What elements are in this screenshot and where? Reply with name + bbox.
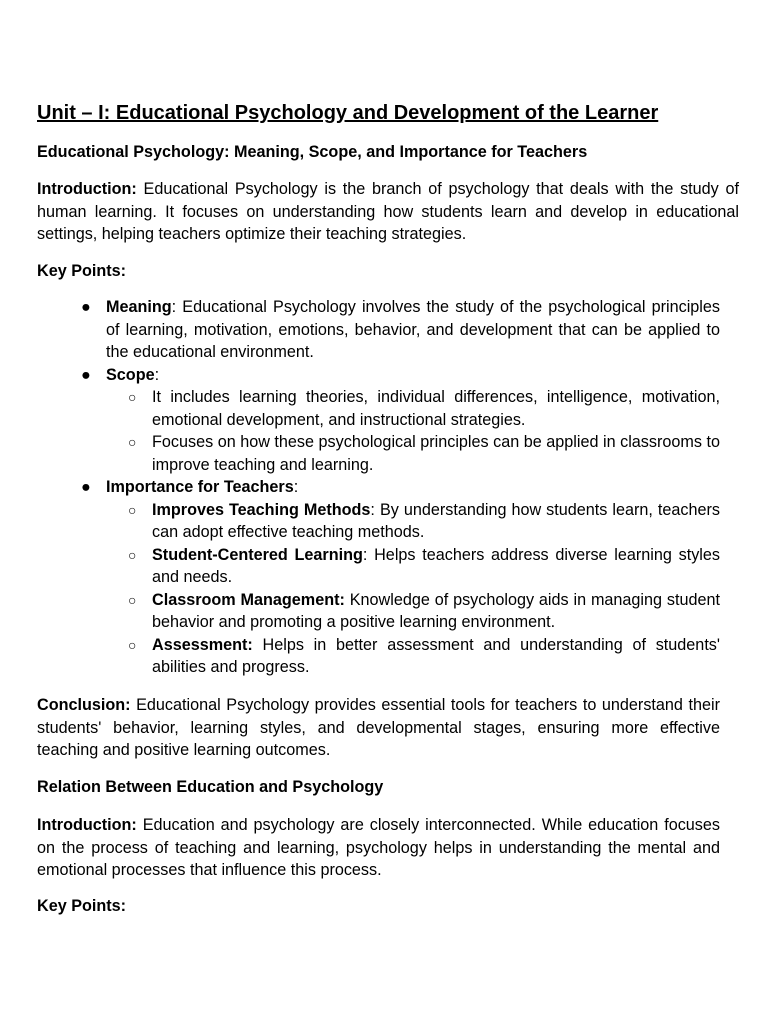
circle-bullet-icon: ○	[128, 389, 137, 405]
scope-colon: :	[154, 365, 160, 384]
bullet-icon: ●	[81, 298, 91, 316]
circle-bullet-icon: ○	[128, 546, 137, 563]
conclusion-text: Educational Psychology provides essential tools for teachers to understand their students' behavior, learning styles, and developmental stages, ensuring more effective teaching and positive learning outcomes.	[37, 696, 720, 759]
conclusion-paragraph	[37, 694, 720, 762]
item-text: Knowledge of psychology aids in managing student behavior and promoting a positive learning environment.	[152, 590, 721, 631]
item-label: Student-Centered Learning	[152, 545, 363, 564]
intro-label: Introduction:	[37, 180, 137, 198]
list-item-importance	[0, 476, 720, 679]
scope-item-text: Focuses on how these psychological principles can be applied in classrooms to improve teaching and learning.	[152, 433, 720, 474]
bullet-icon: ●	[81, 365, 91, 384]
intro-paragraph-2	[37, 814, 720, 882]
item-text: : Helps teachers address diverse learning styles and needs.	[152, 545, 720, 586]
document-title: Unit – I: Educational Psychology and Development of the Learner	[37, 102, 659, 124]
importance-colon: :	[293, 478, 299, 496]
list-item	[106, 431, 720, 476]
circle-bullet-icon: ○	[128, 434, 137, 450]
list-item	[106, 634, 720, 679]
circle-bullet-icon: ○	[128, 591, 137, 608]
key-points-list	[0, 296, 768, 679]
meaning-text: : Educational Psychology involves the study of the psychological principles of learning, motivation, emotions, behavior, and development that can be applied to the educational environment.	[106, 298, 720, 361]
intro-paragraph	[37, 178, 739, 246]
key-points-label: Key Points:	[37, 262, 127, 280]
list-item	[106, 386, 720, 431]
scope-label: Scope	[106, 365, 155, 384]
key-points-label-2: Key Points:	[37, 897, 127, 915]
list-item-scope	[0, 364, 720, 477]
scope-item-text: It includes learning theories, individual differences, intelligence, motivation, emotional development, and instructional strategies.	[152, 388, 720, 429]
item-text: Helps in better assessment and understanding of students' abilities and progress.	[152, 635, 720, 676]
list-item	[106, 589, 720, 634]
circle-bullet-icon: ○	[128, 636, 137, 653]
conclusion-label: Conclusion:	[37, 696, 131, 714]
section-heading-educational-psychology: Educational Psychology: Meaning, Scope, and Importance for Teachers	[37, 143, 588, 161]
importance-sublist	[106, 499, 720, 679]
intro-text-2: Education and psychology are closely interconnected. While education focuses on the process of teaching and learning, psychology helps in understanding the mental and emotional processes that influence this process.	[37, 816, 720, 879]
item-label: Improves Teaching Methods	[152, 500, 371, 519]
item-label: Classroom Management:	[152, 590, 345, 609]
list-item	[106, 544, 720, 589]
item-text: : By understanding how students learn, teachers can adopt effective teaching methods.	[152, 500, 720, 541]
list-item	[106, 499, 720, 544]
scope-sublist	[106, 386, 720, 476]
intro-text: Educational Psychology is the branch of psychology that deals with the study of human learning. It focuses on understanding how students learn and develop in educational settings, helping teachers optimize their teaching strategies.	[37, 180, 739, 243]
importance-label: Importance for Teachers	[106, 478, 294, 496]
meaning-label: Meaning	[106, 298, 172, 316]
list-item-meaning	[0, 296, 720, 364]
intro-label-2: Introduction:	[37, 816, 137, 834]
item-label: Assessment:	[152, 635, 253, 654]
bullet-icon: ●	[81, 478, 91, 496]
section-heading-relation: Relation Between Education and Psychology	[37, 778, 384, 796]
circle-bullet-icon: ○	[128, 501, 137, 518]
